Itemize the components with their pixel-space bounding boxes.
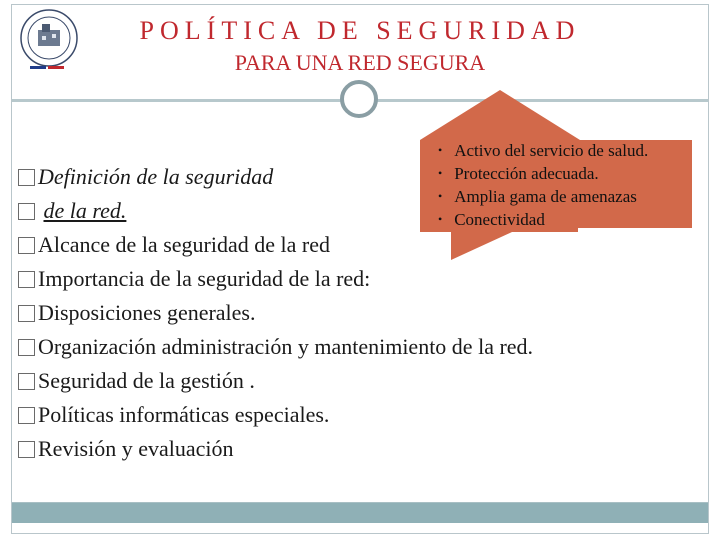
- list-item: Seguridad de la gestión .: [18, 364, 533, 398]
- callout-item: • Conectividad: [438, 209, 648, 232]
- list-item: de la red.: [18, 194, 533, 228]
- checkbox-bullet-icon: [18, 271, 35, 288]
- list-item: Organización administración y mantenimiento de la red.: [18, 330, 533, 364]
- checkbox-bullet-icon: [18, 203, 35, 220]
- callout-item: • Activo del servicio de salud.: [438, 140, 648, 163]
- checkbox-bullet-icon: [18, 169, 35, 186]
- list-item: Alcance de la seguridad de la red: [18, 228, 533, 262]
- callout-item: • Protección adecuada.: [438, 163, 648, 186]
- slide-title: POLÍTICA DE SEGURIDAD: [139, 16, 581, 45]
- checkbox-bullet-icon: [18, 407, 35, 424]
- checkbox-bullet-icon: [18, 305, 35, 322]
- list-item: Definición de la seguridad: [18, 160, 533, 194]
- checkbox-bullet-icon: [18, 373, 35, 390]
- checkbox-bullet-icon: [18, 441, 35, 458]
- topic-list: [18, 160, 533, 466]
- checkbox-bullet-icon: [18, 339, 35, 356]
- checkbox-bullet-icon: [18, 237, 35, 254]
- slide-subtitle: PARA UNA RED SEGURA: [234, 50, 486, 75]
- list-item: Revisión y evaluación: [18, 432, 533, 466]
- footer-bar: [12, 502, 708, 523]
- list-item: Importancia de la seguridad de la red:: [18, 262, 533, 296]
- callout-item: • Amplia gama de amenazas: [438, 186, 648, 209]
- list-item: Políticas informáticas especiales.: [18, 398, 533, 432]
- list-item: Disposiciones generales.: [18, 296, 533, 330]
